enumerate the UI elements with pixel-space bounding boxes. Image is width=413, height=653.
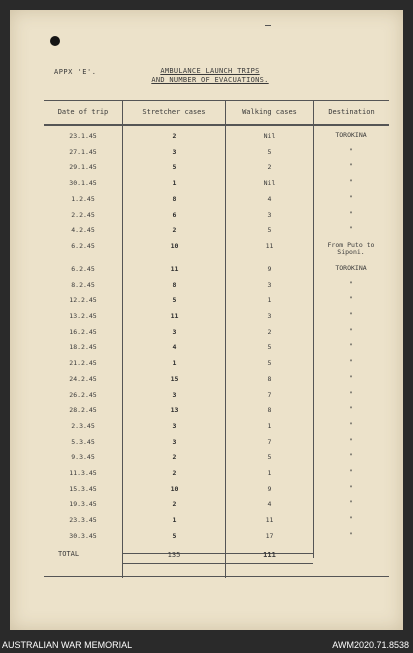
cell-date: 24.2.45 [69,374,97,383]
table-row [44,296,389,308]
cell-walking: 7 [267,437,272,446]
cell-date: 28.2.45 [69,406,97,415]
table-bottom-rule [44,576,389,577]
cell-date: 26.2.45 [69,390,97,399]
table-row [44,343,389,355]
cell-date: 23.1.45 [69,132,97,140]
table-row [44,242,389,254]
cell-walking: 1 [267,469,272,477]
cell-stretcher: 1 [172,516,177,525]
table-row [44,265,389,277]
cell-date: 11.3.45 [69,469,97,477]
cell-walking: 9 [267,484,272,493]
cell-destination: TOROKINA [335,263,367,272]
cell-stretcher: 10 [170,241,179,250]
cell-stretcher: 5 [172,163,177,172]
cell-destination: " [349,405,353,414]
table-row [44,359,389,371]
cell-date: 23.3.45 [69,516,97,525]
title-line-1: AMBULANCE LAUNCH TRIPS [160,67,260,75]
column-header-destination: Destination [328,108,375,116]
cell-date: 27.1.45 [69,147,97,156]
cell-walking: 11 [265,516,274,525]
cell-destination: " [349,146,353,155]
cell-walking: Nil [263,179,276,188]
cell-destination: " [349,373,353,382]
cell-date: 6.2.45 [71,264,95,273]
table-row [44,422,389,434]
cell-stretcher: 2 [172,453,177,462]
title-line-2: AND NUMBER OF EVACUATIONS. [151,76,269,84]
cell-destination: " [349,311,353,319]
cell-walking: 5 [267,226,272,235]
cell-destination: " [349,389,353,398]
document-title [135,67,285,85]
cell-date: 19.3.45 [69,500,97,509]
cell-walking: Nil [263,132,276,140]
cell-destination: " [349,279,353,288]
cell-walking: 3 [267,312,272,320]
table-row [44,516,389,528]
table-row [44,179,389,191]
cell-date: 29.1.45 [69,163,97,172]
cell-stretcher: 4 [172,343,177,352]
table-row [44,312,389,324]
cell-stretcher: 5 [172,296,177,305]
cell-walking: 8 [267,406,272,415]
cell-stretcher: 6 [172,210,177,219]
cell-destination: " [349,420,353,429]
cell-date: 30.1.45 [69,179,97,188]
table-row [44,195,389,207]
cell-destination: " [349,436,353,445]
cell-destination: " [349,483,353,492]
cell-walking: 4 [267,500,272,509]
cell-walking: 8 [267,374,272,383]
total-walking: 111 [263,551,276,559]
punch-hole [50,36,60,46]
cell-walking: 5 [267,147,272,156]
table-row [44,406,389,418]
column-header-walking: Walking cases [242,108,297,116]
document-page [10,10,403,630]
cell-date: 21.2.45 [69,359,97,368]
cell-date: 12.2.45 [69,296,97,305]
table-row [44,163,389,175]
table-row [44,391,389,403]
cell-stretcher: 15 [170,374,179,383]
cell-date: 16.2.45 [69,327,97,336]
cell-date: 13.2.45 [69,312,97,320]
cell-destination: " [349,225,353,234]
cell-walking: 4 [267,194,272,203]
cell-stretcher: 13 [170,406,179,415]
cell-walking: 2 [267,163,272,172]
cell-stretcher: 3 [172,421,177,430]
cell-date: 30.3.45 [69,531,97,540]
table-row [44,500,389,512]
table-row [44,532,389,544]
cell-date: 5.3.45 [71,437,95,446]
cell-walking: 5 [267,343,272,352]
cell-destination: " [349,295,353,304]
table-row [44,485,389,497]
footer-source: AUSTRALIAN WAR MEMORIAL [2,640,133,650]
cell-destination: " [349,452,353,461]
cell-walking: 3 [267,210,272,219]
cell-destination: " [349,193,353,202]
cell-destination: " [349,162,353,171]
cell-date: 1.2.45 [71,194,95,203]
cell-stretcher: 1 [172,359,177,368]
cell-stretcher: 8 [172,194,177,203]
cell-walking: 5 [267,453,272,462]
cell-date: 2.2.45 [71,210,95,219]
cell-stretcher: 2 [172,132,177,140]
mark [265,25,271,26]
cell-stretcher: 2 [172,469,177,477]
cell-destination: " [349,209,353,218]
cell-walking: 3 [267,280,272,289]
table-row [44,438,389,450]
column-header-date: Date of trip [57,108,109,116]
cell-stretcher: 8 [172,280,177,289]
cell-destination: " [349,530,353,539]
cell-stretcher: 2 [172,500,177,509]
cell-destination: TOROKINA [335,131,367,139]
cell-destination: " [349,515,353,524]
cell-walking: 2 [267,327,272,336]
cell-destination: " [349,358,353,367]
table-row [44,375,389,387]
total-stretcher: 135 [167,551,181,559]
cell-stretcher: 3 [172,437,177,446]
cell-destination: " [349,342,353,351]
evacuation-table [44,100,389,580]
cell-stretcher: 3 [172,147,177,156]
table-row [44,132,389,144]
cell-date: 4.2.45 [71,226,95,235]
cell-walking: 7 [267,390,272,399]
cell-date: 18.2.45 [69,343,97,352]
appendix-label: APPX 'E'. [54,68,97,76]
cell-date: 2.3.45 [71,421,95,430]
cell-destination: " [349,499,353,508]
cell-walking: 5 [267,359,272,368]
table-row [44,328,389,340]
cell-walking: 11 [265,241,274,250]
total-label: TOTAL [58,550,80,558]
cell-walking: 17 [265,531,274,540]
cell-stretcher: 2 [172,226,177,235]
table-row [44,211,389,223]
cell-stretcher: 3 [172,390,177,399]
cell-date: 15.3.45 [69,484,97,493]
cell-stretcher: 11 [170,312,179,320]
cell-stretcher: 3 [172,327,177,336]
cell-walking: 9 [267,264,272,273]
cell-destination: " [349,468,353,476]
cell-stretcher: 5 [172,531,177,540]
cell-stretcher: 11 [170,264,179,273]
table-top-rule [44,100,389,101]
cell-destination: " [349,326,353,335]
cell-stretcher: 10 [170,484,179,493]
table-row [44,453,389,465]
cell-stretcher: 1 [172,179,177,188]
column-header-stretcher: Stretcher cases [142,108,206,116]
cell-date: 6.2.45 [71,241,95,250]
cell-walking: 1 [267,296,272,305]
total-underline [123,563,313,564]
cell-date: 8.2.45 [71,280,95,289]
cell-destination: From Puto to Siponi. [327,240,375,256]
table-row [44,469,389,481]
table-row [44,148,389,160]
header-bottom-rule [44,124,389,126]
cell-walking: 1 [267,421,272,430]
table-row [44,226,389,238]
cell-date: 9.3.45 [71,453,95,462]
footer-accession: AWM2020.71.8538 [332,640,409,650]
table-row [44,281,389,293]
cell-destination: " [349,178,353,187]
